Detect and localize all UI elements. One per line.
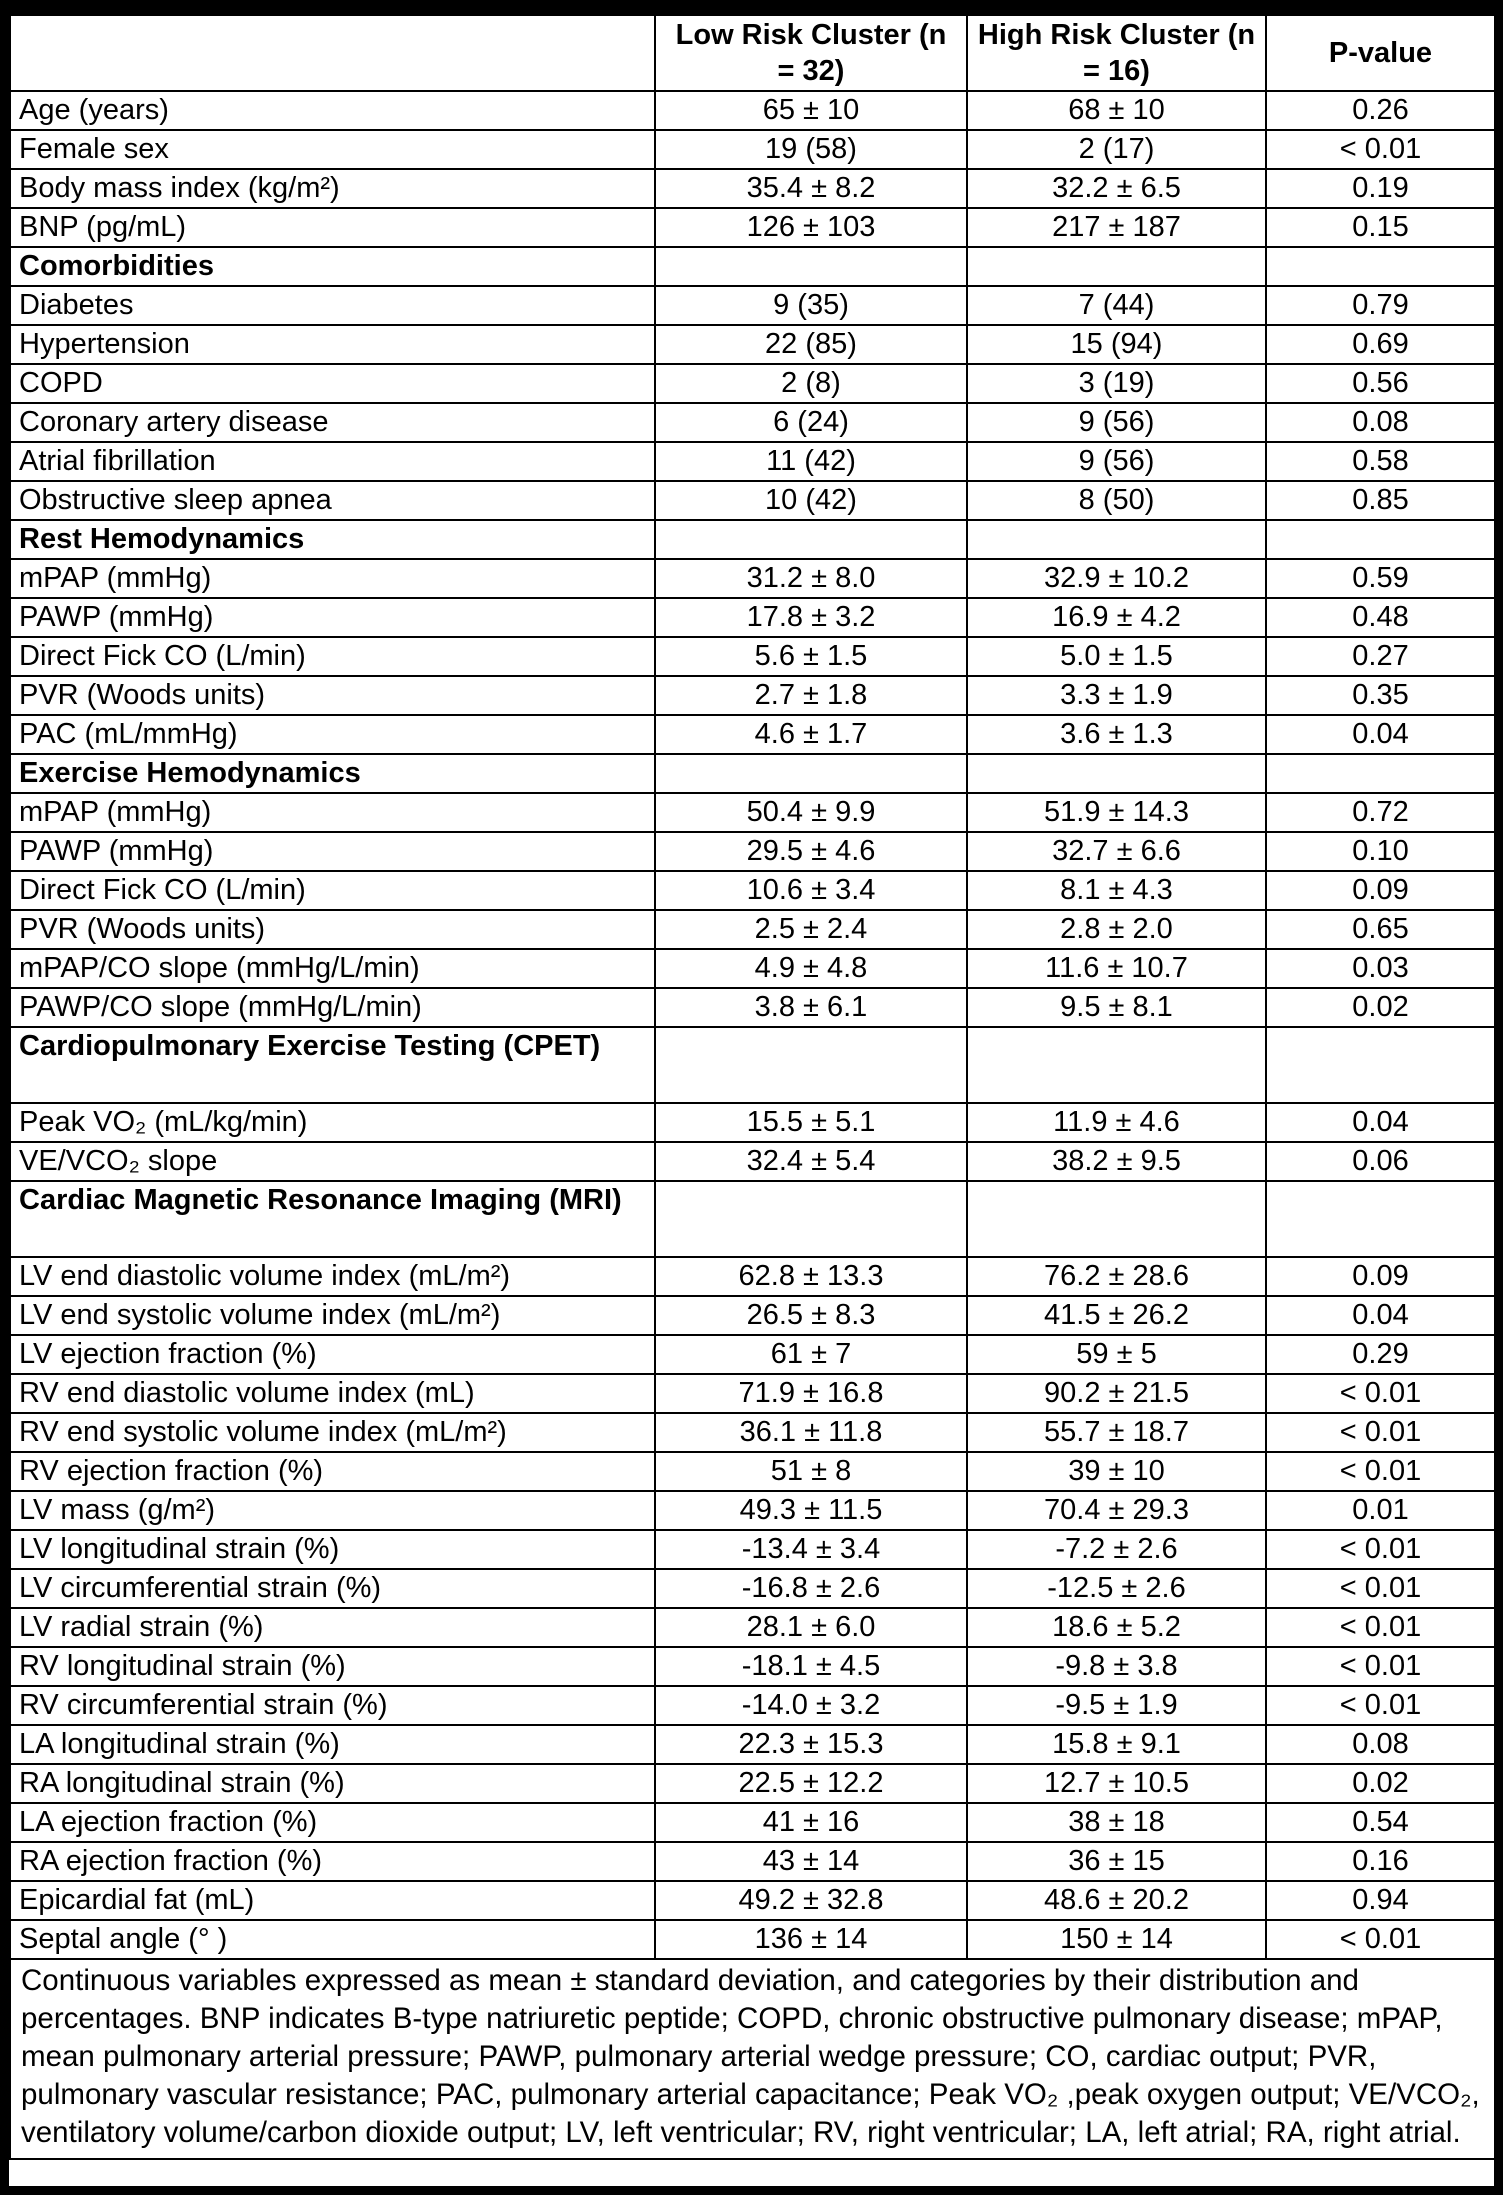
- p-value: < 0.01: [1266, 1374, 1495, 1413]
- low-risk-value: 51 ± 8: [655, 1452, 967, 1491]
- low-risk-value: 11 (42): [655, 442, 967, 481]
- high-risk-value: 68 ± 10: [967, 91, 1266, 130]
- p-value: < 0.01: [1266, 130, 1495, 169]
- table-row: [10, 1491, 1495, 1530]
- high-risk-value: [967, 520, 1266, 559]
- table-row: [10, 1103, 1495, 1142]
- p-value: 0.56: [1266, 364, 1495, 403]
- p-value: [1266, 754, 1495, 793]
- p-value: < 0.01: [1266, 1686, 1495, 1725]
- table-row: [10, 286, 1495, 325]
- p-value: 0.58: [1266, 442, 1495, 481]
- p-value: 0.03: [1266, 949, 1495, 988]
- row-label: BNP (pg/mL): [10, 208, 655, 247]
- table-row: [10, 832, 1495, 871]
- row-label: LA longitudinal strain (%): [10, 1725, 655, 1764]
- high-risk-value: 48.6 ± 20.2: [967, 1881, 1266, 1920]
- table-row: [10, 208, 1495, 247]
- low-risk-value: 6 (24): [655, 403, 967, 442]
- row-label: PVR (Woods units): [10, 910, 655, 949]
- header-high-risk: High Risk Cluster (n = 16): [967, 15, 1266, 91]
- table-row: [10, 364, 1495, 403]
- low-risk-value: 19 (58): [655, 130, 967, 169]
- row-label: Rest Hemodynamics: [10, 520, 655, 559]
- high-risk-value: 9 (56): [967, 403, 1266, 442]
- table-row: [10, 1608, 1495, 1647]
- section-row: [10, 1181, 1495, 1257]
- table-row: [10, 442, 1495, 481]
- row-label: LV mass (g/m²): [10, 1491, 655, 1530]
- table-row: [10, 793, 1495, 832]
- high-risk-value: 3.3 ± 1.9: [967, 676, 1266, 715]
- p-value: 0.09: [1266, 1257, 1495, 1296]
- high-risk-value: 76.2 ± 28.6: [967, 1257, 1266, 1296]
- row-label: Atrial fibrillation: [10, 442, 655, 481]
- p-value: 0.27: [1266, 637, 1495, 676]
- row-label: RV end systolic volume index (mL/m²): [10, 1413, 655, 1452]
- p-value: 0.29: [1266, 1335, 1495, 1374]
- table-row: [10, 1803, 1495, 1842]
- row-label: PAC (mL/mmHg): [10, 715, 655, 754]
- row-label: Epicardial fat (mL): [10, 1881, 655, 1920]
- high-risk-value: 36 ± 15: [967, 1842, 1266, 1881]
- p-value: [1266, 1181, 1495, 1257]
- row-label: LA ejection fraction (%): [10, 1803, 655, 1842]
- high-risk-value: 38.2 ± 9.5: [967, 1142, 1266, 1181]
- low-risk-value: 10.6 ± 3.4: [655, 871, 967, 910]
- table-row: [10, 1452, 1495, 1491]
- row-label: Septal angle (° ): [10, 1920, 655, 1959]
- p-value: 0.19: [1266, 169, 1495, 208]
- table-body: [10, 91, 1495, 1959]
- p-value: < 0.01: [1266, 1647, 1495, 1686]
- high-risk-value: 217 ± 187: [967, 208, 1266, 247]
- low-risk-value: 31.2 ± 8.0: [655, 559, 967, 598]
- row-label: Hypertension: [10, 325, 655, 364]
- row-label: LV end diastolic volume index (mL/m²): [10, 1257, 655, 1296]
- table-row: [10, 130, 1495, 169]
- low-risk-value: [655, 754, 967, 793]
- row-label: LV longitudinal strain (%): [10, 1530, 655, 1569]
- low-risk-value: -14.0 ± 3.2: [655, 1686, 967, 1725]
- table-row: [10, 1142, 1495, 1181]
- low-risk-value: 43 ± 14: [655, 1842, 967, 1881]
- p-value: 0.72: [1266, 793, 1495, 832]
- row-label: RV longitudinal strain (%): [10, 1647, 655, 1686]
- p-value: 0.01: [1266, 1491, 1495, 1530]
- high-risk-value: -9.5 ± 1.9: [967, 1686, 1266, 1725]
- high-risk-value: 39 ± 10: [967, 1452, 1266, 1491]
- comparison-table: [9, 14, 1496, 2160]
- header-p-value: P-value: [1266, 15, 1495, 91]
- p-value: 0.69: [1266, 325, 1495, 364]
- row-label: PVR (Woods units): [10, 676, 655, 715]
- low-risk-value: 2 (8): [655, 364, 967, 403]
- row-label: RV end diastolic volume index (mL): [10, 1374, 655, 1413]
- low-risk-value: 29.5 ± 4.6: [655, 832, 967, 871]
- p-value: [1266, 1027, 1495, 1103]
- table-row: [10, 559, 1495, 598]
- p-value: 0.54: [1266, 1803, 1495, 1842]
- low-risk-value: 22.3 ± 15.3: [655, 1725, 967, 1764]
- high-risk-value: 32.7 ± 6.6: [967, 832, 1266, 871]
- low-risk-value: 4.9 ± 4.8: [655, 949, 967, 988]
- high-risk-value: 38 ± 18: [967, 1803, 1266, 1842]
- low-risk-value: [655, 520, 967, 559]
- table-row: [10, 715, 1495, 754]
- low-risk-value: 71.9 ± 16.8: [655, 1374, 967, 1413]
- header-label: [10, 15, 655, 91]
- row-label: mPAP/CO slope (mmHg/L/min): [10, 949, 655, 988]
- table-row: [10, 1530, 1495, 1569]
- row-label: RV ejection fraction (%): [10, 1452, 655, 1491]
- low-risk-value: 17.8 ± 3.2: [655, 598, 967, 637]
- high-risk-value: 3 (19): [967, 364, 1266, 403]
- p-value: 0.35: [1266, 676, 1495, 715]
- row-label: LV end systolic volume index (mL/m²): [10, 1296, 655, 1335]
- table-row: [10, 988, 1495, 1027]
- p-value: 0.79: [1266, 286, 1495, 325]
- high-risk-value: 12.7 ± 10.5: [967, 1764, 1266, 1803]
- table-row: [10, 1647, 1495, 1686]
- table-row: [10, 1764, 1495, 1803]
- p-value: 0.04: [1266, 715, 1495, 754]
- section-row: [10, 520, 1495, 559]
- row-label: LV radial strain (%): [10, 1608, 655, 1647]
- table-row: [10, 910, 1495, 949]
- high-risk-value: 70.4 ± 29.3: [967, 1491, 1266, 1530]
- row-label: Cardiac Magnetic Resonance Imaging (MRI): [10, 1181, 655, 1257]
- header-low-risk: Low Risk Cluster (n = 32): [655, 15, 967, 91]
- table-sheet: [9, 14, 1494, 2186]
- high-risk-value: 11.9 ± 4.6: [967, 1103, 1266, 1142]
- high-risk-value: 8.1 ± 4.3: [967, 871, 1266, 910]
- row-label: RA ejection fraction (%): [10, 1842, 655, 1881]
- high-risk-value: 5.0 ± 1.5: [967, 637, 1266, 676]
- row-label: Peak VO₂ (mL/kg/min): [10, 1103, 655, 1142]
- low-risk-value: 32.4 ± 5.4: [655, 1142, 967, 1181]
- p-value: < 0.01: [1266, 1608, 1495, 1647]
- high-risk-value: [967, 754, 1266, 793]
- p-value: 0.06: [1266, 1142, 1495, 1181]
- table-row: [10, 325, 1495, 364]
- row-label: Direct Fick CO (L/min): [10, 637, 655, 676]
- high-risk-value: 41.5 ± 26.2: [967, 1296, 1266, 1335]
- footnote: Continuous variables expressed as mean ± standard deviation, and categories by their distribution and percentages. BNP indicates B-type natriuretic peptide; COPD, chronic obstructive pulmonary disease; mPAP, mean pulmonary arterial pressure; PAWP, pulmonary arterial wedge pressure; CO, cardiac output; PVR, pulmonary vascular resistance; PAC, pulmonary arterial capacitance; Peak VO₂ ,peak oxygen output; VE/VCO₂, ventilatory volume/carbon dioxide output; LV, left ventricular; RV, right ventricular; LA, left atrial; RA, right atrial.: [10, 1959, 1495, 2159]
- low-risk-value: 62.8 ± 13.3: [655, 1257, 967, 1296]
- table-row: [10, 1842, 1495, 1881]
- high-risk-value: 15 (94): [967, 325, 1266, 364]
- low-risk-value: -18.1 ± 4.5: [655, 1647, 967, 1686]
- low-risk-value: 50.4 ± 9.9: [655, 793, 967, 832]
- high-risk-value: 150 ± 14: [967, 1920, 1266, 1959]
- table-row: [10, 1335, 1495, 1374]
- low-risk-value: 22 (85): [655, 325, 967, 364]
- p-value: 0.10: [1266, 832, 1495, 871]
- row-label: LV ejection fraction (%): [10, 1335, 655, 1374]
- p-value: 0.09: [1266, 871, 1495, 910]
- row-label: mPAP (mmHg): [10, 559, 655, 598]
- p-value: 0.65: [1266, 910, 1495, 949]
- table-row: [10, 949, 1495, 988]
- high-risk-value: [967, 1181, 1266, 1257]
- row-label: Female sex: [10, 130, 655, 169]
- table-row: [10, 871, 1495, 910]
- low-risk-value: 4.6 ± 1.7: [655, 715, 967, 754]
- row-label: mPAP (mmHg): [10, 793, 655, 832]
- row-label: Body mass index (kg/m²): [10, 169, 655, 208]
- high-risk-value: 59 ± 5: [967, 1335, 1266, 1374]
- table-row: [10, 1413, 1495, 1452]
- table-row: [10, 676, 1495, 715]
- table-row: [10, 169, 1495, 208]
- table-row: [10, 1881, 1495, 1920]
- table-row: [10, 1257, 1495, 1296]
- high-risk-value: -7.2 ± 2.6: [967, 1530, 1266, 1569]
- high-risk-value: 8 (50): [967, 481, 1266, 520]
- p-value: 0.15: [1266, 208, 1495, 247]
- high-risk-value: 9.5 ± 8.1: [967, 988, 1266, 1027]
- low-risk-value: 28.1 ± 6.0: [655, 1608, 967, 1647]
- section-row: [10, 1027, 1495, 1103]
- low-risk-value: [655, 247, 967, 286]
- p-value: < 0.01: [1266, 1569, 1495, 1608]
- row-label: Exercise Hemodynamics: [10, 754, 655, 793]
- low-risk-value: 22.5 ± 12.2: [655, 1764, 967, 1803]
- low-risk-value: 35.4 ± 8.2: [655, 169, 967, 208]
- high-risk-value: 7 (44): [967, 286, 1266, 325]
- table-row: [10, 637, 1495, 676]
- p-value: 0.04: [1266, 1103, 1495, 1142]
- table-row: [10, 481, 1495, 520]
- row-label: PAWP (mmHg): [10, 832, 655, 871]
- p-value: 0.85: [1266, 481, 1495, 520]
- p-value: 0.59: [1266, 559, 1495, 598]
- table-row: [10, 403, 1495, 442]
- low-risk-value: 126 ± 103: [655, 208, 967, 247]
- high-risk-value: 3.6 ± 1.3: [967, 715, 1266, 754]
- high-risk-value: [967, 1027, 1266, 1103]
- row-label: PAWP (mmHg): [10, 598, 655, 637]
- p-value: 0.16: [1266, 1842, 1495, 1881]
- p-value: 0.94: [1266, 1881, 1495, 1920]
- high-risk-value: 2 (17): [967, 130, 1266, 169]
- row-label: Age (years): [10, 91, 655, 130]
- high-risk-value: 51.9 ± 14.3: [967, 793, 1266, 832]
- low-risk-value: 61 ± 7: [655, 1335, 967, 1374]
- table-row: [10, 1296, 1495, 1335]
- section-row: [10, 247, 1495, 286]
- table-row: [10, 91, 1495, 130]
- row-label: Comorbidities: [10, 247, 655, 286]
- low-risk-value: 9 (35): [655, 286, 967, 325]
- high-risk-value: 90.2 ± 21.5: [967, 1374, 1266, 1413]
- p-value: 0.26: [1266, 91, 1495, 130]
- p-value: 0.08: [1266, 403, 1495, 442]
- high-risk-value: 32.9 ± 10.2: [967, 559, 1266, 598]
- row-label: PAWP/CO slope (mmHg/L/min): [10, 988, 655, 1027]
- footnote-row: [10, 1959, 1495, 2159]
- table-row: [10, 1920, 1495, 1959]
- high-risk-value: 32.2 ± 6.5: [967, 169, 1266, 208]
- low-risk-value: 2.7 ± 1.8: [655, 676, 967, 715]
- row-label: COPD: [10, 364, 655, 403]
- p-value: < 0.01: [1266, 1920, 1495, 1959]
- p-value: 0.02: [1266, 1764, 1495, 1803]
- p-value: 0.48: [1266, 598, 1495, 637]
- low-risk-value: 15.5 ± 5.1: [655, 1103, 967, 1142]
- low-risk-value: 3.8 ± 6.1: [655, 988, 967, 1027]
- row-label: Obstructive sleep apnea: [10, 481, 655, 520]
- section-row: [10, 754, 1495, 793]
- row-label: VE/VCO₂ slope: [10, 1142, 655, 1181]
- low-risk-value: -13.4 ± 3.4: [655, 1530, 967, 1569]
- low-risk-value: 41 ± 16: [655, 1803, 967, 1842]
- high-risk-value: 9 (56): [967, 442, 1266, 481]
- table-row: [10, 598, 1495, 637]
- low-risk-value: 49.2 ± 32.8: [655, 1881, 967, 1920]
- low-risk-value: 36.1 ± 11.8: [655, 1413, 967, 1452]
- high-risk-value: -12.5 ± 2.6: [967, 1569, 1266, 1608]
- low-risk-value: [655, 1027, 967, 1103]
- table-row: [10, 1374, 1495, 1413]
- table-row: [10, 1686, 1495, 1725]
- p-value: 0.02: [1266, 988, 1495, 1027]
- header-row: [10, 15, 1495, 91]
- p-value: 0.08: [1266, 1725, 1495, 1764]
- low-risk-value: 26.5 ± 8.3: [655, 1296, 967, 1335]
- p-value: < 0.01: [1266, 1452, 1495, 1491]
- p-value: [1266, 247, 1495, 286]
- row-label: Cardiopulmonary Exercise Testing (CPET): [10, 1027, 655, 1103]
- low-risk-value: 10 (42): [655, 481, 967, 520]
- low-risk-value: 49.3 ± 11.5: [655, 1491, 967, 1530]
- p-value: [1266, 520, 1495, 559]
- row-label: LV circumferential strain (%): [10, 1569, 655, 1608]
- high-risk-value: -9.8 ± 3.8: [967, 1647, 1266, 1686]
- low-risk-value: -16.8 ± 2.6: [655, 1569, 967, 1608]
- high-risk-value: 16.9 ± 4.2: [967, 598, 1266, 637]
- table-row: [10, 1569, 1495, 1608]
- low-risk-value: [655, 1181, 967, 1257]
- row-label: Coronary artery disease: [10, 403, 655, 442]
- high-risk-value: 2.8 ± 2.0: [967, 910, 1266, 949]
- row-label: Diabetes: [10, 286, 655, 325]
- high-risk-value: 15.8 ± 9.1: [967, 1725, 1266, 1764]
- low-risk-value: 136 ± 14: [655, 1920, 967, 1959]
- table-row: [10, 1725, 1495, 1764]
- p-value: < 0.01: [1266, 1413, 1495, 1452]
- high-risk-value: 55.7 ± 18.7: [967, 1413, 1266, 1452]
- low-risk-value: 2.5 ± 2.4: [655, 910, 967, 949]
- low-risk-value: 65 ± 10: [655, 91, 967, 130]
- high-risk-value: [967, 247, 1266, 286]
- high-risk-value: 11.6 ± 10.7: [967, 949, 1266, 988]
- p-value: < 0.01: [1266, 1530, 1495, 1569]
- p-value: 0.04: [1266, 1296, 1495, 1335]
- high-risk-value: 18.6 ± 5.2: [967, 1608, 1266, 1647]
- row-label: RV circumferential strain (%): [10, 1686, 655, 1725]
- row-label: RA longitudinal strain (%): [10, 1764, 655, 1803]
- row-label: Direct Fick CO (L/min): [10, 871, 655, 910]
- low-risk-value: 5.6 ± 1.5: [655, 637, 967, 676]
